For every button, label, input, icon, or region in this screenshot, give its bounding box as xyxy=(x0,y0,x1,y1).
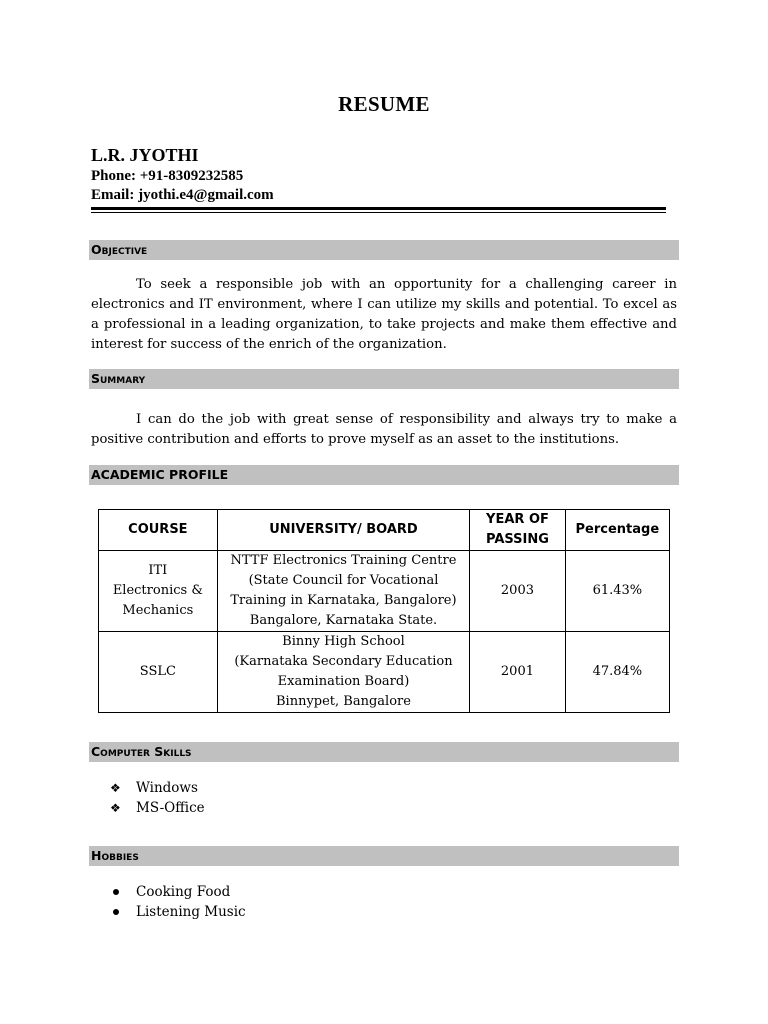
board-line: Bangalore, Karnataka State. xyxy=(249,613,438,628)
page-title: RESUME xyxy=(338,92,430,116)
objective-heading: Objective xyxy=(89,240,679,260)
year-header-line: YEAR OF xyxy=(486,512,549,527)
academic-header-row xyxy=(99,510,670,551)
course-cell xyxy=(99,632,218,713)
board-line: Binnypet, Bangalore xyxy=(275,694,411,709)
academic-table xyxy=(98,509,670,713)
hobby-label: Cooking Food xyxy=(136,884,231,900)
column-header-course: COURSE xyxy=(99,510,218,551)
diamond-bullet-icon: ❖ xyxy=(110,781,121,795)
summary-text: I can do the job with great sense of responsibility and always try to make a positive contribution and efforts to prove myself as an asset to the institutions. xyxy=(91,412,677,447)
percentage-cell: 61.43% xyxy=(565,551,669,632)
column-header-board: UNIVERSITY/ BOARD xyxy=(217,510,470,551)
list-item xyxy=(110,798,205,818)
candidate-name: L.R. JYOTHI xyxy=(91,145,199,165)
course-line: Electronics & xyxy=(112,583,203,598)
hobbies-list xyxy=(110,882,246,922)
list-item xyxy=(110,882,246,902)
board-cell xyxy=(217,551,470,632)
skill-label: MS-Office xyxy=(136,800,205,816)
header-divider-thick xyxy=(91,207,666,210)
column-header-year xyxy=(470,510,565,551)
table-row xyxy=(99,551,670,632)
board-line: Training in Karnataka, Bangalore) xyxy=(230,593,457,608)
course-cell xyxy=(99,551,218,632)
computer-skills-list xyxy=(110,778,205,818)
board-line: Binny High School xyxy=(282,634,405,649)
objective-text: To seek a responsible job with an opportunity for a challenging career in electronics and IT environment, where I can utilize my skills and potential. To excel as a professional in a leading organization, to take projects and make them effective and interest for success of the enrich of the organization. xyxy=(91,277,677,352)
summary-heading: Summary xyxy=(89,369,679,389)
hobbies-heading: Hobbies xyxy=(89,846,679,866)
year-cell: 2001 xyxy=(470,632,565,713)
column-header-percentage: Percentage xyxy=(565,510,669,551)
year-cell: 2003 xyxy=(470,551,565,632)
year-header-text xyxy=(474,510,560,550)
dot-bullet-icon xyxy=(113,909,119,915)
skill-label: Windows xyxy=(136,780,198,796)
percentage-cell: 47.84% xyxy=(565,632,669,713)
board-line: (State Council for Vocational xyxy=(248,573,439,588)
year-header-line: PASSING xyxy=(485,532,549,547)
computer-skills-heading: Computer Skills xyxy=(89,742,679,762)
course-line: SSLC xyxy=(139,664,176,679)
table-row xyxy=(99,632,670,713)
board-line: NTTF Electronics Training Centre xyxy=(230,553,457,568)
header-divider-thin xyxy=(91,212,666,213)
diamond-bullet-icon: ❖ xyxy=(110,801,121,815)
academic-heading: ACADEMIC PROFILE xyxy=(89,465,679,485)
board-line: (Karnataka Secondary Education xyxy=(234,654,453,669)
list-item xyxy=(110,902,246,922)
board-line: Examination Board) xyxy=(277,674,410,689)
course-line: ITI xyxy=(148,563,168,578)
list-item xyxy=(110,778,205,798)
hobby-label: Listening Music xyxy=(136,904,246,920)
board-cell xyxy=(217,632,470,713)
phone-line: Phone: +91-8309232585 xyxy=(91,168,244,184)
email-line: Email: jyothi.e4@gmail.com xyxy=(91,187,274,203)
course-line: Mechanics xyxy=(122,603,194,618)
dot-bullet-icon xyxy=(113,889,119,895)
